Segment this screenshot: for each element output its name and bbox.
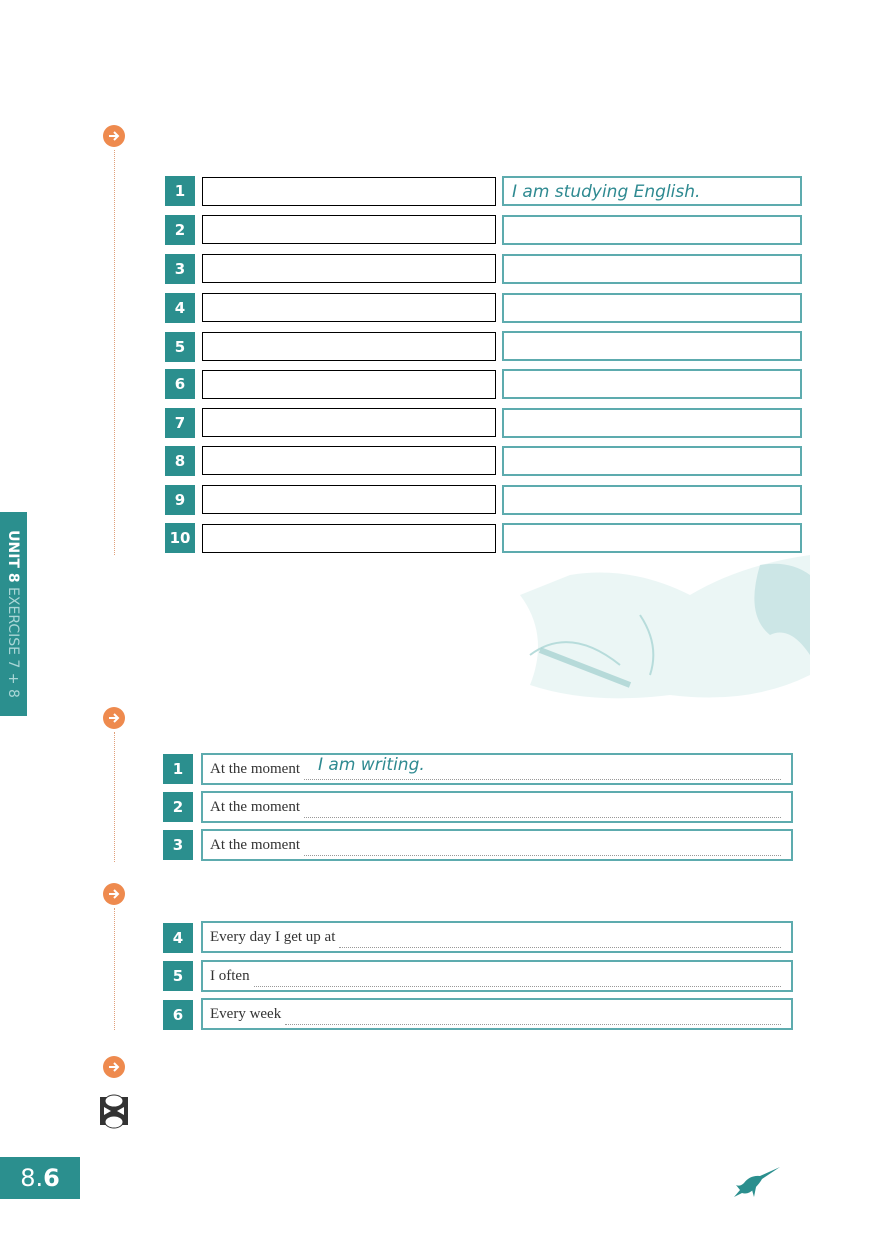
answer-box[interactable] (502, 369, 802, 399)
exercise-label: EXERCISE 7 + 8 (5, 587, 21, 698)
section-divider (114, 908, 115, 1030)
answer-line[interactable] (304, 835, 781, 856)
pair-work-icon (99, 1093, 129, 1129)
sentence-prompt: At the moment (210, 760, 300, 777)
row-number: 2 (163, 792, 193, 822)
question-box[interactable] (202, 293, 496, 322)
answer-line[interactable] (285, 1004, 781, 1025)
question-box[interactable] (202, 408, 496, 437)
answer-text: I am writing. (318, 754, 425, 775)
answer-box[interactable] (502, 254, 802, 284)
section-divider (114, 732, 115, 862)
answer-box[interactable] (502, 408, 802, 438)
sentence-prompt: Every week (210, 1005, 282, 1022)
sentence-box[interactable] (201, 998, 793, 1030)
sentence-box[interactable] (201, 921, 793, 953)
answer-box[interactable] (502, 331, 802, 361)
row-number: 7 (165, 408, 195, 438)
row-number: 6 (163, 1000, 193, 1030)
row-number: 3 (165, 254, 195, 284)
question-box[interactable] (202, 446, 496, 475)
answer-line[interactable] (254, 966, 781, 987)
row-number: 4 (163, 923, 193, 953)
answer-box[interactable] (502, 446, 802, 476)
row-number: 2 (165, 215, 195, 245)
question-box[interactable] (202, 215, 496, 244)
answer-box[interactable] (502, 485, 802, 515)
question-box[interactable] (202, 370, 496, 399)
arrow-right-icon (103, 883, 125, 905)
answer-box[interactable] (502, 215, 802, 245)
sentence-box[interactable] (201, 960, 793, 992)
row-number: 4 (165, 293, 195, 323)
page-chapter: 8. (20, 1164, 44, 1192)
sentence-prompt: At the moment (210, 798, 300, 815)
row-number: 9 (165, 485, 195, 515)
section-divider (114, 150, 115, 555)
arrow-right-icon (103, 707, 125, 729)
sentence-box[interactable] (201, 791, 793, 823)
row-number: 5 (165, 332, 195, 362)
sentence-box[interactable] (201, 753, 793, 785)
swordfish-logo-icon (730, 1163, 782, 1203)
row-number: 8 (165, 446, 195, 476)
side-tab-label (5, 530, 21, 698)
answer-box[interactable] (502, 523, 802, 553)
answer-line[interactable] (304, 754, 781, 780)
row-number: 1 (165, 176, 195, 206)
answer-line[interactable] (304, 797, 781, 818)
row-number: 6 (165, 369, 195, 399)
page-num: 6 (43, 1164, 60, 1192)
sentence-prompt: I often (210, 967, 250, 984)
row-number: 5 (163, 961, 193, 991)
arrow-right-icon (103, 125, 125, 147)
answer-line[interactable] (339, 927, 781, 948)
answer-box[interactable] (502, 293, 802, 323)
answer-text: I am studying English. (512, 182, 701, 202)
row-number: 1 (163, 754, 193, 784)
question-box[interactable] (202, 485, 496, 514)
question-box[interactable] (202, 254, 496, 283)
page-number (0, 1157, 80, 1199)
question-box[interactable] (202, 177, 496, 206)
unit-label: UNIT 8 (5, 530, 21, 583)
question-box[interactable] (202, 332, 496, 361)
sentence-prompt: At the moment (210, 836, 300, 853)
row-number: 3 (163, 830, 193, 860)
arrow-right-icon (103, 1056, 125, 1078)
row-number: 10 (165, 523, 195, 553)
sentence-box[interactable] (201, 829, 793, 861)
answer-box[interactable] (502, 176, 802, 206)
sentence-prompt: Every day I get up at (210, 928, 336, 945)
question-box[interactable] (202, 524, 496, 553)
background-illustration (490, 555, 820, 715)
